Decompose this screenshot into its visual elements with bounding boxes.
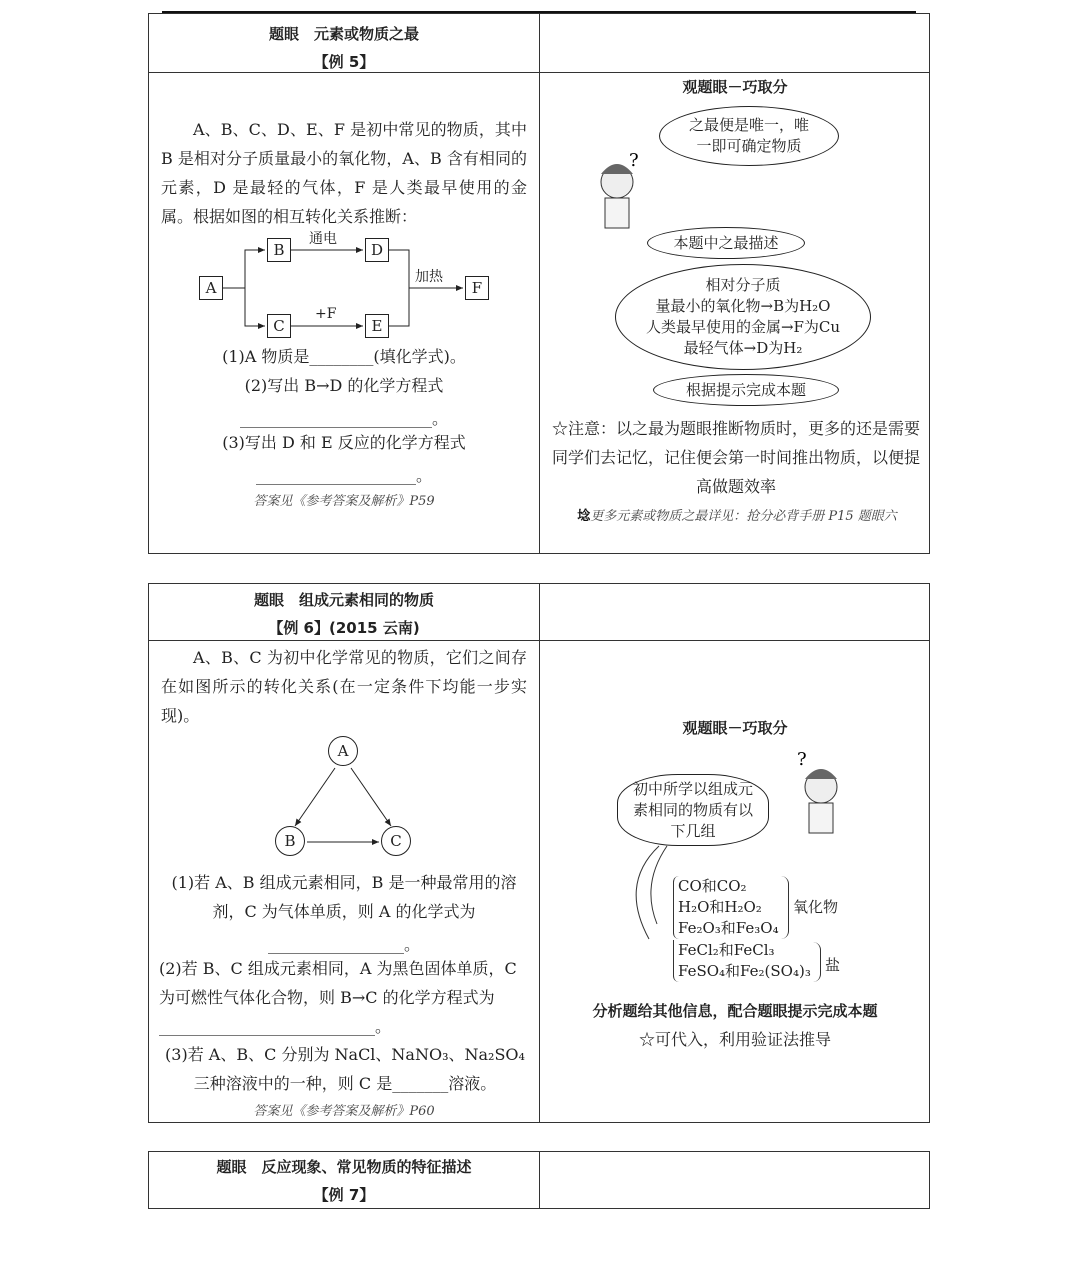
question-1: (1)A 物质是________(填化学式)。 <box>222 347 466 366</box>
answer-blank-2[interactable]: ________________________。 <box>239 409 448 428</box>
example-label: 【例 6】(2015 云南) <box>268 619 420 637</box>
bubble-text: 之最便是唯一，唯一即可确定物质 <box>688 116 809 155</box>
oxide-brace <box>781 876 789 939</box>
more-info <box>551 504 923 530</box>
svg-text:?: ? <box>797 749 807 770</box>
section-title: 题眼 组成元素相同的物质 <box>253 591 434 609</box>
svg-text:?: ? <box>629 150 639 171</box>
section-title: 题眼 元素或物质之最 <box>268 25 419 43</box>
bubble-line: 最轻气体→D为H₂ <box>683 339 803 357</box>
bubble-line: 量最小的氧化物→B为H₂O <box>655 297 831 315</box>
salt-group <box>673 940 811 982</box>
salt-brace <box>813 942 821 982</box>
triangle-diagram <box>273 734 413 859</box>
example-6-header <box>149 586 539 642</box>
node-c: C <box>381 826 411 856</box>
substitution-note: ☆可代入，利用验证法推导 <box>638 1030 831 1049</box>
more-info-text: 更多元素或物质之最详见：抢分必背手册 P15 题眼六 <box>590 509 897 524</box>
thought-bubble-description <box>647 227 805 259</box>
column-divider <box>539 1152 540 1208</box>
oxide-label: 氧化物 <box>793 898 839 916</box>
right-heading: 观题眼－巧取分 <box>682 719 788 737</box>
transformation-diagram <box>197 231 497 346</box>
analysis-tip: 分析题给其他信息，配合题眼提示完成本题 <box>592 1002 878 1020</box>
node-a: A <box>199 276 223 300</box>
thinking-student-illustration <box>589 144 649 234</box>
oxide-pair: Fe₂O₃和Fe₃O₄ <box>678 919 779 937</box>
bubble-text: 初中所学以组成元素相同的物质有以下几组 <box>632 779 753 840</box>
question-2: (2)若 B、C 组成元素相同，A 为黑色固体单质，C 为可燃性气体化合物，则 B→C 的化学方程式为___________________________。 <box>159 959 517 1036</box>
thinking-student-illustration <box>789 749 849 839</box>
example-6-table <box>148 583 930 1123</box>
salt-pair: FeSO₄和Fe₂(SO₄)₃ <box>678 962 811 980</box>
example-5-header <box>149 20 539 76</box>
label-heating: 加热 <box>415 269 443 285</box>
answer-blank-3[interactable]: ____________________。 <box>255 466 432 485</box>
answer-reference: 答案见《参考答案及解析》P60 <box>253 1104 435 1119</box>
node-e: E <box>365 314 389 338</box>
oxide-group <box>673 876 779 939</box>
question-intro: A、B、C、D、E、F 是初中常见的物质，其中 B 是相对分子质量最小的氧化物，A、B 含有相同的元素，D 是最轻的气体，F 是人类最早使用的金属。根据如图的相互转化关系推断： <box>161 120 527 226</box>
node-a: A <box>328 736 358 766</box>
node-b: B <box>275 826 305 856</box>
bubble-text: 本题中之最描述 <box>673 233 779 252</box>
salt-pair: FeCl₂和FeCl₃ <box>678 941 775 959</box>
thought-bubble-groups <box>617 774 769 846</box>
question-3: (3)若 A、B、C 分别为 NaCl、NaNO₃、Na₂SO₄ 三种溶液中的一种，则 C 是_______溶液。 <box>165 1045 525 1093</box>
thought-bubble-complete <box>653 374 839 406</box>
example-7-table <box>148 1151 930 1209</box>
node-d: D <box>365 238 389 262</box>
node-c: C <box>267 314 291 338</box>
example-5-table <box>148 13 930 554</box>
diagram-arrows <box>197 236 497 346</box>
node-b: B <box>267 238 291 262</box>
pointer-icon: 埝 <box>577 509 591 524</box>
oxide-pair: CO和CO₂ <box>678 877 747 895</box>
example-label: 【例 7】 <box>313 1186 375 1204</box>
question-3: (3)写出 D 和 E 反应的化学方程式 <box>222 433 466 452</box>
attention-note: ☆注意：以之最为题眼推断物质时，更多的还是需要同学们去记忆，记住便会第一时间推出物质，以便提高做题效率 <box>551 419 920 496</box>
node-f: F <box>465 276 489 300</box>
oxide-pair: H₂O和H₂O₂ <box>678 898 762 916</box>
thought-bubble-uniqueness <box>659 106 839 166</box>
bubble-text: 根据提示完成本题 <box>685 380 806 399</box>
label-plus-f: +F <box>315 306 337 322</box>
question-2: (2)写出 B→D 的化学方程式 <box>244 376 444 395</box>
answer-blank-1[interactable]: _________________。 <box>267 935 420 954</box>
salt-label: 盐 <box>825 956 841 974</box>
question-1: (1)若 A、B 组成元素相同，B 是一种最常用的溶剂，C 为气体单质，则 A 的化学式为 <box>171 873 517 921</box>
section-title: 题眼 反应现象、常见物质的特征描述 <box>216 1158 472 1176</box>
bubble-line: 相对分子质 <box>705 276 781 294</box>
right-heading: 观题眼－巧取分 <box>682 78 788 96</box>
example-7-header <box>149 1153 539 1209</box>
question-intro: A、B、C 为初中化学常见的物质，它们之间存在如图所示的转化关系(在一定条件下均能一步实现)。 <box>161 648 527 725</box>
example-label: 【例 5】 <box>313 53 375 71</box>
answer-reference: 答案见《参考答案及解析》P59 <box>253 494 435 509</box>
thought-bubble-deductions <box>615 264 871 370</box>
label-electrolysis: 通电 <box>309 231 337 247</box>
bubble-line: 人类最早使用的金属→F为Cu <box>645 318 841 336</box>
